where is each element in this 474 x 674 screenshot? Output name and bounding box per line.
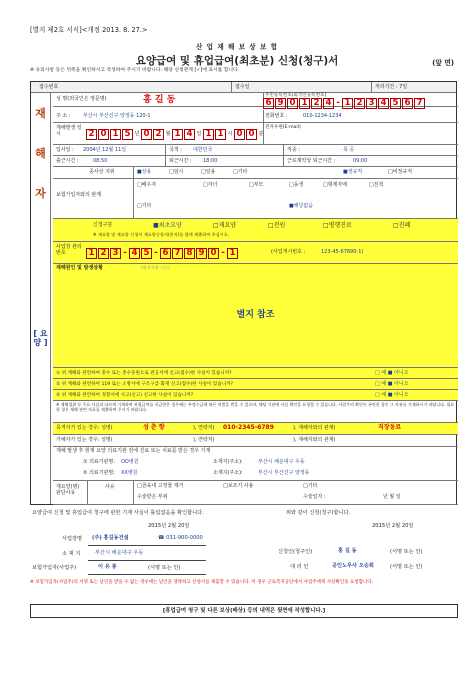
offender-label: 가해자가 있는 경우: 성명(: [56, 437, 113, 443]
insurer-relation-label: 보험가입자와의 관계: [56, 192, 102, 198]
signature-notice: ※ 보험가입자(사업주)의 서명 또는 날인을 받을 수 없는 경우에는 날인을 생략하고 신청서를 제출할 수 있습니다. 이 경우 근로복지공단에서 사업주에게 사실확인을 요청합니다.: [30, 580, 374, 585]
name-label: 성 명(외국인은 영문명): [56, 96, 107, 102]
rehab-opt-brace[interactable]: □보조기 사용: [223, 483, 254, 489]
emp-type-etc[interactable]: □기타: [233, 169, 248, 175]
care-type-parallel[interactable]: □병행진료: [323, 222, 352, 229]
work-hours-row: [53, 156, 458, 167]
biz-reg-label: (사업개시번호 :: [271, 249, 306, 255]
super-title: 산 업 재 해 보 상 보 험: [195, 43, 279, 51]
end-time-label: 퇴근시간 :: [169, 158, 192, 164]
receipt-row: [31, 82, 456, 93]
attachment-reference: 별지 참조: [236, 310, 275, 320]
clinic1-loc-label: 소재지(주소):: [213, 459, 243, 465]
form-title: 요양급여 및 휴업급여(최초분) 신청(청구)서: [135, 55, 339, 67]
insurer-relation-row: [53, 179, 458, 219]
agent-signature[interactable]: (서명 또는 인): [390, 564, 423, 570]
surgery-label: 수술받은 부위: [137, 494, 168, 500]
care-type-label: 신청구분: [93, 222, 113, 228]
owner-address[interactable]: 부산시 해운대구 우동: [95, 550, 144, 556]
clinic2-label: ② 의료기관명:: [83, 470, 115, 476]
biz-number-field[interactable]: 1 2 3 - 4 5 - 6 7 8 9 0 - 1: [86, 248, 239, 259]
job-value[interactable]: 목 공: [343, 147, 355, 153]
offender-phone-label: ), 연락처(: [193, 437, 215, 443]
question-report: ③ 위 재해와 관련하여 경찰서에 사고(신고) 신고한 사실이 있습니까?: [56, 393, 194, 398]
form-table: [30, 81, 457, 505]
page-side-label: (앞 면): [432, 59, 454, 67]
care-type-re[interactable]: □재요양: [213, 222, 237, 229]
emp-type-label: 종사상 지위: [89, 169, 115, 175]
owner-label: 사업장명: [62, 536, 83, 542]
job-label: 직종 :: [287, 147, 300, 153]
address-label: 주 소 :: [56, 113, 71, 119]
rrn-label: 주민등록번호(외국인등록번호): [265, 93, 327, 98]
care-type-row: [53, 219, 458, 242]
date-left: 2015년 2월 20일: [148, 523, 190, 529]
cause-label: 재해원인 및 발생상황: [56, 265, 103, 271]
offender-row: [53, 435, 458, 447]
witness-row: [53, 423, 458, 435]
bottom-note: [휴업급여 청구 및 다른 보상(배상) 등의 내역은 뒷면에 작성합니다.]: [162, 608, 326, 614]
fraud-notice-row: [53, 401, 458, 423]
clinic1-location[interactable]: 부산시 해운대구 우동: [258, 459, 305, 465]
question-report-row: [53, 390, 458, 401]
surgery-date[interactable]: 년 월 일: [383, 494, 401, 500]
clinic-intro: 재해 발생 후 현재 요양 의료기관 전에 진료 또는 치료를 받은 경우 기재: [56, 448, 211, 454]
emp-type-fulltime[interactable]: ■정규직: [343, 169, 363, 175]
witness-phone-label: ), 연락처(: [193, 425, 215, 431]
clinic-row: [53, 447, 458, 481]
date-right: 2015년 2월 20일: [372, 523, 414, 529]
start-time-value[interactable]: 08:50: [93, 158, 108, 164]
question-police: ① 위 재해와 관련하여 총수 또는 총수준원으로 관공서에 신고(접수)한 사실이 있습니까?: [56, 371, 232, 376]
agent-label: 대 리 인: [290, 564, 309, 570]
insurer-label: 보험가입자(사업주): [32, 565, 77, 571]
confirm-text: 요양급여 신청 및 휴업급여 청구에 관한 기재 사실이 틀림없음을 확인합니다.: [32, 510, 204, 516]
relation-sibling[interactable]: □동생: [289, 182, 304, 188]
phone-label: 전화번호 :: [265, 113, 288, 119]
owner-name[interactable]: (주) 홍길동건설: [92, 535, 129, 541]
question-119-row: [53, 379, 458, 390]
agreed-end-value[interactable]: 09:00: [353, 158, 368, 164]
form-number: [별지 제2호 서식]<개정 2013. 8. 27.>: [30, 26, 148, 34]
answer-report[interactable]: □ 예 ■ 아니오: [375, 392, 409, 398]
employment-row: [53, 167, 458, 179]
witness-label: 목격자가 있는 경우: 성명(: [56, 425, 113, 431]
insurer-name[interactable]: 이 유 봉: [98, 564, 117, 570]
witness-phone[interactable]: 010-2345-6789: [223, 424, 274, 431]
emp-type-regular[interactable]: ■상용: [137, 169, 152, 175]
care-type-pneumo[interactable]: □진폐: [393, 222, 411, 229]
relation-etc[interactable]: □기타: [137, 203, 152, 209]
clinic2-location[interactable]: 부산시 부산진구 양정동: [258, 470, 310, 476]
emp-type-nonregular[interactable]: □비정규직: [388, 169, 413, 175]
owner-address-label: 소 재 지: [62, 551, 81, 557]
applicant-label: 신청인(청구인): [278, 549, 313, 555]
clinic2-loc-label: 소재지(주소):: [213, 470, 243, 476]
hire-date-label: 입사일 :: [56, 147, 74, 153]
biz-number-label: 사업장 관리번호: [56, 244, 82, 256]
biz-reg-value[interactable]: 123-45-67890-1): [321, 249, 364, 255]
care-type-transfer[interactable]: □전원: [268, 222, 286, 229]
rehab-opt-remove[interactable]: □골육내 고정물 제거: [137, 483, 184, 489]
email-label: 전자우편(E-mail): [265, 125, 301, 130]
agreed-end-label: 근로계약상 퇴근시간 :: [287, 158, 336, 164]
cause-area[interactable]: [53, 264, 458, 368]
relation-child[interactable]: □자녀: [203, 182, 218, 188]
phone-value[interactable]: 010-1234-1234: [303, 113, 342, 119]
rehab-reason-label: 사유: [105, 484, 115, 490]
end-time-value[interactable]: 18:00: [203, 158, 218, 164]
applicant-name[interactable]: 홍 길 동: [338, 548, 357, 554]
emp-type-temp[interactable]: □임시: [169, 169, 184, 175]
rrn-field[interactable]: 6 9 0 1 2 4 - 1 2 3 4 5 6 7: [263, 98, 426, 109]
nationality-label: 국적 :: [169, 147, 182, 153]
emp-type-daily[interactable]: □일용: [201, 169, 216, 175]
hire-date-value[interactable]: 2004년 12월 11일: [83, 147, 127, 153]
relation-relative[interactable]: □친척: [369, 182, 384, 188]
receipt-no-label: 접수번호: [39, 84, 59, 90]
relation-parent[interactable]: □부모: [249, 182, 264, 188]
address-row: [53, 110, 458, 123]
processing-period: 처리기간 : 7일: [375, 84, 408, 90]
care-type-note: ※ 재요양 및 재요양 신청서 재요양신청서(용지)를 함께 제출하여 주십시오.: [93, 232, 230, 237]
relation-spouse[interactable]: □배우자: [137, 182, 157, 188]
insurer-signature[interactable]: (서명 또는 인): [148, 565, 181, 571]
rehab-opt-etc[interactable]: □기타: [303, 483, 318, 489]
owner-phone[interactable]: ☎ 031-900-0000: [158, 535, 203, 541]
answer-119[interactable]: □ 예 ■ 아니오: [375, 381, 409, 387]
agent-name[interactable]: 공인노무사 오승희: [332, 563, 374, 569]
receipt-date-label: 접수일: [235, 84, 250, 90]
relation-brother[interactable]: □형제자매: [323, 182, 348, 188]
start-time-label: 출근시간 :: [56, 158, 79, 164]
worker-section-label: 재 해 자: [31, 93, 51, 219]
applicant-signature[interactable]: (서명 또는 인): [390, 549, 423, 555]
offender-relation-label: ), 재해자와의 관계(: [293, 437, 336, 443]
clinic2-name[interactable]: XX병원: [121, 470, 138, 476]
hire-row: [53, 145, 458, 156]
nationality-value[interactable]: 대한민국: [193, 147, 213, 153]
care-type-initial[interactable]: ■최초요양: [153, 222, 182, 229]
bottom-note-box: [30, 604, 458, 618]
accident-datetime-label: 재해발생 일 시: [56, 125, 82, 137]
question-police-row: [53, 368, 458, 379]
answer-police[interactable]: □ 예 ■ 아니오: [375, 370, 409, 376]
clinic1-name[interactable]: OO병원: [121, 459, 139, 465]
cause-hint: (별지사용 가능): [141, 265, 170, 270]
accident-datetime-field[interactable]: 2 0 1 5 년 0 2 월 1 4 일 1 1 시 0 0 분: [86, 129, 265, 140]
fraud-notice: ※ 재해경위 등 주요 사실과 다르게 기재하여 보험급여를 지급받은 경우에는 부정수급에 따른 처벌을 받을 수 있으며, 해당 기관에 사실 확인을 요청할 수 있습니다. 사업주의 확인이 곤란한 경우 그 사유를 기재하시기 바랍니다. 필요한 경우 재해 관련 자료를 제출하여 주시기 바랍니다.: [56, 402, 455, 412]
rehab-row: [53, 481, 458, 505]
worker-name[interactable]: 홍 길 동: [143, 95, 176, 105]
care-section-label: [ 요 양 ]: [31, 219, 51, 504]
clinic1-label: ① 의료기관명:: [83, 459, 115, 465]
witness-relation[interactable]: 직장동료: [378, 424, 402, 431]
relation-none[interactable]: ■해당없음: [289, 203, 314, 209]
rehab-label: 재요양(병) 판단사유: [56, 484, 80, 496]
address-value[interactable]: 부산시 부산진구 양정동 120-1: [83, 113, 151, 119]
confirm-text-2: 위와 같이 신청(청구)합니다.: [286, 510, 351, 516]
witness-relation-label: ), 재해자와의 관계(: [293, 425, 336, 431]
witness-name[interactable]: 성 춘 향: [143, 424, 165, 431]
surgery-date-label: 수술일자 :: [303, 494, 326, 500]
question-119: ② 위 재해와 관련하여 119 또는 소방서에 구조구급·화재 신고(접수)한 사실이 있습니까?: [56, 382, 233, 387]
instruction-note: ※ 유의사항 등은 뒤쪽을 확인하시고 작성하여 주시기 바랍니다. 해당 신청관계 [✓]에 표시를 합니다.: [30, 68, 240, 73]
